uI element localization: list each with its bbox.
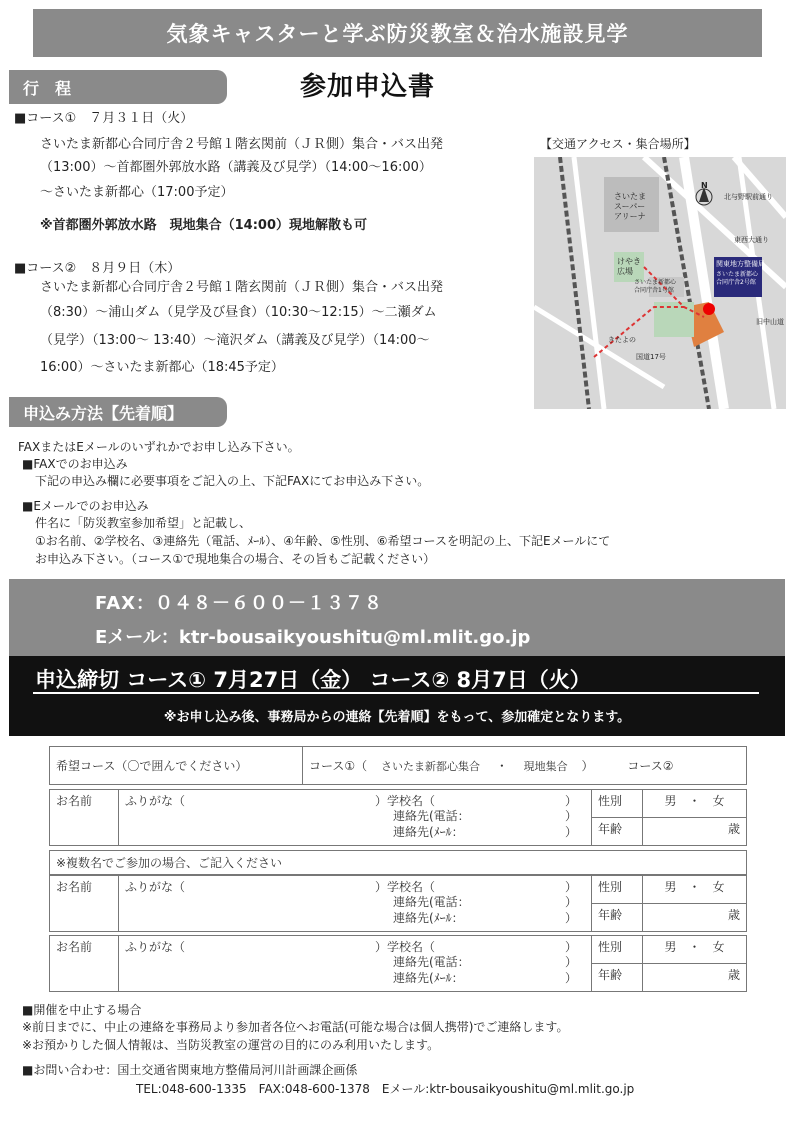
participant-fields[interactable] bbox=[119, 790, 592, 846]
school-field[interactable]: 学校名（ bbox=[387, 880, 436, 894]
tel-field[interactable]: 連絡先(電話： bbox=[393, 955, 470, 969]
course1-heading: ■コース① ７月３１日（火） bbox=[14, 111, 194, 126]
mail-field[interactable]: 連絡先(ﾒｰﾙ： bbox=[393, 825, 464, 839]
inquiry-contact: TEL:048-600-1335 FAX:048-600-1378 Eメール:ktr-bousaikyoushitu@ml.mlit.go.jp bbox=[136, 1082, 635, 1096]
mail-body-3: お申込み下さい。（コース①で現地集合の場合、その旨もご記載ください） bbox=[35, 552, 436, 566]
multi-note bbox=[50, 851, 747, 875]
school-field[interactable]: 学校名（ bbox=[387, 940, 436, 954]
map-arena-label: さいたま スーパー アリーナ bbox=[614, 192, 646, 221]
inquiry-heading: ■お問い合わせ：国土交通省関東地方整備局河川計画課企画係 bbox=[22, 1063, 358, 1077]
gender-label-text: 性別 bbox=[598, 940, 623, 954]
participant-table-2 bbox=[49, 875, 747, 932]
apply-header: 申込み方法【先着順】 bbox=[9, 397, 227, 427]
mail-body-2: ①お名前、②学校名、③連絡先（電話、ﾒｰﾙ）、④年齢、⑤性別、⑥希望コースを明記の上、下記Eメールにて bbox=[35, 534, 611, 548]
course2-line: 16:00）～さいたま新都心（18:45予定） bbox=[40, 360, 284, 375]
name-label-text: お名前 bbox=[56, 940, 93, 954]
course1-note: ※首都圏外郭放水路 現地集合（14:00）現地解散も可 bbox=[40, 218, 368, 233]
page-title: 参加申込書 bbox=[300, 72, 436, 102]
gender-options[interactable]: 男 ・ 女 bbox=[664, 940, 725, 954]
map-chosha1-label: さいたま新都心 合同庁舎1号館 bbox=[634, 279, 677, 294]
paren-close: ） bbox=[565, 955, 578, 969]
map-kyu-label: 旧中山道 bbox=[756, 318, 784, 326]
separator-dot: ・ bbox=[495, 759, 508, 773]
name-label bbox=[50, 790, 119, 846]
furigana-field[interactable]: ふりがな（ bbox=[125, 794, 186, 808]
course1-line: ～さいたま新都心（17:00予定） bbox=[40, 185, 234, 200]
furigana-field[interactable]: ふりがな（ bbox=[125, 880, 186, 894]
course2-heading: ■コース② ８月９日（木） bbox=[14, 261, 181, 276]
deadline-bar bbox=[9, 656, 785, 736]
map-label: 【交通アクセス・集合場所】 bbox=[540, 137, 696, 151]
course-select-label bbox=[50, 747, 303, 785]
course2-line: （見学）（13:00～ 13:40）～滝沢ダム（講義及び見学）（14:00～ bbox=[40, 333, 430, 348]
paren-close: ） bbox=[565, 794, 578, 808]
gender-options[interactable]: 男 ・ 女 bbox=[664, 880, 725, 894]
course2-line: さいたま新都心合同庁舎２号館１階玄関前（ＪＲ側）集合・バス出発 bbox=[40, 280, 444, 295]
name-label-text: お名前 bbox=[56, 794, 93, 808]
fax-heading: ■FAXでのお申込み bbox=[22, 457, 128, 471]
participant-fields[interactable] bbox=[119, 936, 592, 992]
map-bureau-sub-label: さいたま新都心 合同庁舎2号館 bbox=[716, 271, 759, 286]
cancel-body: ※前日までに、中止の連絡を事務局より参加者各位へお電話(可能な場合は個人携帯)でご連絡します。 bbox=[22, 1020, 569, 1034]
map-kitayono-station-label: きたよの bbox=[608, 336, 636, 344]
multi-note-table bbox=[49, 850, 747, 875]
map-kokudo-label: 国道17号 bbox=[636, 353, 666, 361]
course2-line: （8:30）～浦山ダム（見学及び昼食）（10:30～12:15）～二瀬ダム bbox=[40, 305, 437, 320]
privacy-note: ※お預かりした個人情報は、当防災教室の運営の目的にのみ利用いたします。 bbox=[22, 1038, 440, 1052]
tel-field[interactable]: 連絡先(電話： bbox=[393, 895, 470, 909]
paren-close: ） bbox=[565, 940, 578, 954]
deadline-note: ※お申し込み後、事務局からの連絡【先着順】をもって、参加確定となります。 bbox=[163, 710, 631, 725]
course-select-table bbox=[49, 746, 747, 785]
gather-shintoshin-option[interactable]: さいたま新都心集合 bbox=[381, 760, 480, 773]
gender-label-text: 性別 bbox=[598, 794, 623, 808]
contact-fax: FAX：０４８－６００－１３７８ bbox=[95, 593, 384, 614]
age-label-text: 年齢 bbox=[598, 908, 623, 922]
age-label bbox=[592, 964, 643, 992]
age-unit: 歳 bbox=[727, 968, 740, 982]
age-unit: 歳 bbox=[727, 908, 740, 922]
access-map bbox=[534, 157, 786, 409]
course1-option[interactable]: コース①（ bbox=[309, 759, 368, 773]
gender-field[interactable] bbox=[643, 936, 747, 964]
participant-fields[interactable] bbox=[119, 876, 592, 932]
age-field[interactable] bbox=[643, 964, 747, 992]
participant-table-1 bbox=[49, 789, 747, 846]
map-keyaki-label: けやき 広場 bbox=[617, 257, 641, 276]
name-label bbox=[50, 936, 119, 992]
tel-field[interactable]: 連絡先(電話： bbox=[393, 809, 470, 823]
mail-field[interactable]: 連絡先(ﾒｰﾙ： bbox=[393, 971, 464, 985]
paren-close: ） bbox=[375, 880, 388, 894]
cancel-heading: ■開催を中止する場合 bbox=[22, 1003, 142, 1017]
itinerary-header: 行 程 bbox=[9, 70, 227, 104]
age-label-text: 年齢 bbox=[598, 822, 623, 836]
age-unit: 歳 bbox=[727, 822, 740, 836]
gender-label-text: 性別 bbox=[598, 880, 623, 894]
furigana-field[interactable]: ふりがな（ bbox=[125, 940, 186, 954]
course2-option[interactable]: コース② bbox=[627, 759, 674, 773]
deadline-text: 申込締切 コース① 7月27日（金） コース② 8月7日（火） bbox=[35, 668, 591, 692]
paren-close: ） bbox=[565, 809, 578, 823]
paren-close: ） bbox=[565, 895, 578, 909]
contact-bar bbox=[9, 579, 785, 656]
gender-label bbox=[592, 790, 643, 818]
age-field[interactable] bbox=[643, 904, 747, 932]
name-label-text: お名前 bbox=[56, 880, 93, 894]
gender-label bbox=[592, 936, 643, 964]
paren-close: ） bbox=[565, 880, 578, 894]
name-label bbox=[50, 876, 119, 932]
course1-close-paren: ） bbox=[581, 759, 594, 773]
deadline-underline bbox=[33, 692, 759, 694]
paren-close: ） bbox=[375, 940, 388, 954]
participant-table-3 bbox=[49, 935, 747, 992]
multi-note-text: ※複数名でご参加の場合、ご記入ください bbox=[56, 856, 283, 870]
paren-close: ） bbox=[565, 971, 578, 985]
map-tozai-label: 東西大通り bbox=[734, 236, 769, 244]
title-banner: 気象キャスターと学ぶ防災教室＆治水施設見学 bbox=[33, 9, 762, 57]
contact-email[interactable]: Eメール：ktr-bousaikyoushitu@ml.mlit.go.jp bbox=[95, 627, 531, 648]
age-label bbox=[592, 904, 643, 932]
age-label-text: 年齢 bbox=[598, 968, 623, 982]
mail-heading: ■Eメールでのお申込み bbox=[22, 499, 149, 513]
fax-body: 下記の申込み欄に必要事項をご記入の上、下記FAXにてお申込み下さい。 bbox=[35, 474, 430, 488]
paren-close: ） bbox=[565, 825, 578, 839]
school-field[interactable]: 学校名（ bbox=[387, 794, 436, 808]
course1-line: さいたま新都心合同庁舎２号館１階玄関前（ＪＲ側）集合・バス出発 bbox=[40, 137, 444, 152]
mail-field[interactable]: 連絡先(ﾒｰﾙ： bbox=[393, 911, 464, 925]
course-select-options[interactable] bbox=[303, 747, 747, 785]
gender-field[interactable] bbox=[643, 790, 747, 818]
mail-body-1: 件名に「防災教室参加希望」と記載し、 bbox=[35, 516, 252, 530]
age-field[interactable] bbox=[643, 818, 747, 846]
map-kitayono-label: 北与野駅前通り bbox=[724, 193, 773, 201]
course-select-text: 希望コース（〇で囲んでください） bbox=[56, 759, 248, 773]
gender-label bbox=[592, 876, 643, 904]
apply-intro: FAXまたはEメールのいずれかでお申し込み下さい。 bbox=[18, 440, 300, 454]
paren-close: ） bbox=[565, 911, 578, 925]
gather-onsite-option[interactable]: 現地集合 bbox=[523, 760, 568, 773]
paren-close: ） bbox=[375, 794, 388, 808]
map-north-label: N bbox=[701, 181, 708, 190]
gender-options[interactable]: 男 ・ 女 bbox=[664, 794, 725, 808]
course1-line: （13:00）～首都圏外郭放水路（講義及び見学）（14:00～16:00） bbox=[40, 160, 432, 175]
map-bureau-label: 関東地方整備局 bbox=[716, 260, 765, 268]
age-label bbox=[592, 818, 643, 846]
gender-field[interactable] bbox=[643, 876, 747, 904]
